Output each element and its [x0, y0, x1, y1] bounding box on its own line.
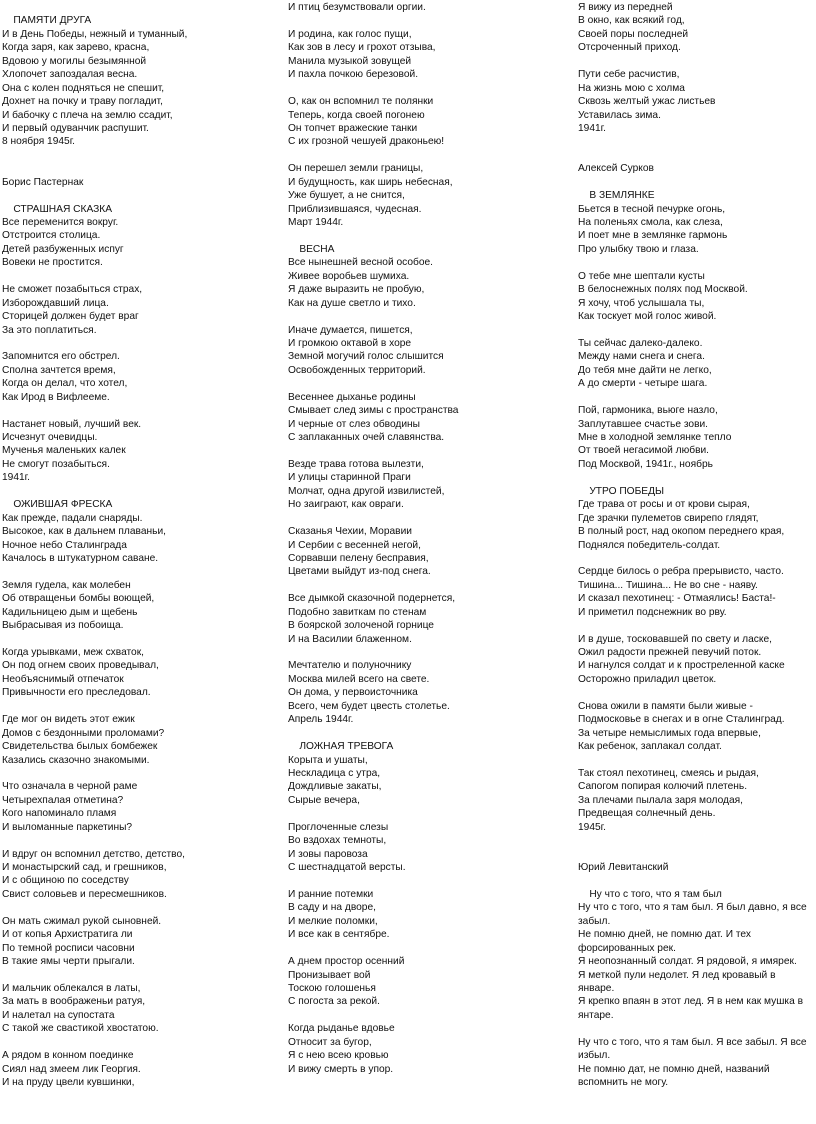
text-line: Сорвавши пелену бесправия, [288, 552, 429, 564]
text-line: Освобожденных территорий. [288, 364, 426, 376]
text-line: Тишина... Тишина... Не во сне - наяву. [578, 579, 758, 591]
text-line: Об отвращеньи бомбы воющей, [2, 593, 155, 605]
text-line: Пути себе расчистив, [578, 69, 680, 81]
text-line [288, 229, 558, 242]
text-line: Я вижу из передней [578, 2, 673, 13]
text-line [288, 82, 558, 95]
text-line [2, 565, 272, 578]
text-line: Исчезнут очевидцы. [2, 432, 98, 443]
text-line: Но заиграют, как овраги. [288, 499, 404, 511]
text-line: И на Василии блаженном. [288, 633, 412, 645]
text-line: И вижу смерть в упор. [288, 1063, 394, 1075]
text-line: Где мог он видеть этот ежик [2, 714, 135, 726]
text-line [2, 189, 272, 202]
text-line: И все как в сентябре. [288, 929, 390, 941]
text-line: Не помню дат, не помню дней, названий [578, 1063, 770, 1075]
text-line: Ты сейчас далеко-далеко. [578, 337, 703, 349]
text-line: Манила музыкой зовущей [288, 55, 412, 67]
text-line [578, 754, 814, 767]
text-line: И в душе, тосковавшей по свету и ласке, [578, 633, 772, 645]
text-line: Всего, чем будет цвесть столетье. [288, 700, 450, 712]
text-line: Предвещая солнечный день. [578, 808, 716, 820]
text-line: И бабочку с плеча на землю ссадит, [2, 109, 173, 121]
text-line: Заплутавшее счастье зови. [578, 418, 709, 430]
text-line: И мелкие поломки, [288, 915, 378, 927]
text-line: Отстроится столица. [2, 230, 101, 242]
text-line: Юрий Левитанский [578, 862, 669, 873]
text-line: Своей поры последней [578, 28, 689, 40]
text-line: Уже бушует, а не снится, [288, 190, 405, 202]
text-line: Сказанья Чехии, Моравии [288, 526, 412, 538]
text-line [578, 135, 814, 148]
text-line: С их грозной чешуей драконьею! [288, 136, 445, 148]
text-line: 1941г. [2, 472, 30, 484]
text-line: Где зрачки пулеметов свирепо глядят, [578, 512, 759, 524]
text-line: Апрель 1944г. [288, 714, 354, 726]
text-line: Молчат, одна другой извилистей, [288, 485, 445, 497]
text-line: Бьется в тесной печурке огонь, [578, 203, 726, 215]
text-line: Качалось в штукатурном саване. [2, 552, 159, 564]
text-line: Он перешел земли границы, [288, 163, 424, 175]
text-line: В окно, как всякий год, [578, 15, 685, 27]
text-line: Что означала в черной раме [2, 781, 138, 793]
text-line: Живее воробьев шумиха. [288, 270, 410, 282]
text-line: ПАМЯТИ ДРУГА [2, 15, 92, 27]
text-line: О тебе мне шептали кусты [578, 270, 705, 282]
text-line [2, 1, 272, 14]
text-line: С шестнадцатой версты. [288, 862, 406, 873]
text-line: Я хочу, чтоб услышала ты, [578, 297, 705, 309]
text-line: И налетал на супостата [2, 1009, 115, 1021]
text-line: Снова ожили в памяти были живые - [578, 700, 753, 712]
text-line: Я неопознанный солдат. Я рядовой, я имярек. [578, 956, 797, 968]
text-line: Борис Пастернак [2, 176, 84, 188]
text-line [288, 512, 558, 525]
text-line [578, 1022, 814, 1035]
text-line: С такой же свастикой хвостатою. [2, 1023, 159, 1035]
text-line: Везде трава готова вылезти, [288, 458, 424, 470]
text-line [2, 834, 272, 847]
text-line [288, 377, 558, 390]
text-line: Проглоченные слезы [288, 821, 389, 833]
text-line: Вдовою у могилы безымянной [2, 55, 147, 67]
text-line: СТРАШНАЯ СКАЗКА [2, 203, 113, 215]
text-line: Я меткой пули недолет. Я лед кровавый в [578, 969, 776, 981]
text-line [288, 646, 558, 659]
text-line: Привычности его преследовал. [2, 687, 151, 699]
text-line: И громкою октавой в хоре [288, 337, 412, 349]
text-line: Свист соловьев и пересмешников. [2, 888, 167, 900]
text-line [288, 579, 558, 592]
text-line: Где трава от росы и от крови сырая, [578, 499, 750, 511]
text-line: Ну что с того, что я там был [578, 888, 722, 900]
text-line: Цветами выйдут из-под снега. [288, 566, 431, 578]
text-line: С заплаканных очей славянства. [288, 432, 445, 443]
text-line: Выбрасывая из побоища. [2, 620, 124, 632]
text-line: Настанет новый, лучший век. [2, 418, 142, 430]
text-line: Приблизившаяся, чудесная. [288, 203, 422, 215]
text-line [578, 686, 814, 699]
column-left [2, 1, 272, 1089]
text-line: Теперь, когда своей погонею [288, 109, 425, 121]
text-line [288, 310, 558, 323]
text-line [2, 901, 272, 914]
text-line: Ожил радости прежней певучий поток. [578, 647, 762, 658]
text-line: В саду и на дворе, [288, 902, 376, 914]
text-line: Свидетельства былых бомбежек [2, 741, 158, 753]
text-line: Запомнится его обстрел. [2, 351, 120, 363]
text-line: Земной могучий голос слышится [288, 351, 444, 363]
text-line: И нагнулся солдат и к простреленной каске [578, 660, 785, 672]
text-line: С погоста за рекой. [288, 996, 380, 1008]
text-line: От твоей негасимой любви. [578, 445, 710, 457]
text-line: Казались сказочно знакомыми. [2, 754, 150, 766]
column-right [578, 1, 814, 1089]
text-line: Между нами снега и снега. [578, 351, 705, 363]
text-line [288, 444, 558, 457]
text-line: Все дымкой сказочной подернется, [288, 593, 456, 605]
text-line: Дохнет на почку и траву погладит, [2, 96, 163, 108]
text-line: январе. [578, 982, 615, 994]
text-line: 8 ноября 1945г. [2, 136, 76, 148]
text-line [578, 874, 814, 887]
text-line: Все переменится вокруг. [2, 217, 119, 228]
text-line: Иначе думается, пишется, [288, 324, 413, 336]
text-line: В белоснежных полях под Москвой. [578, 284, 748, 296]
text-line: ОЖИВШАЯ ФРЕСКА [2, 499, 113, 511]
text-line [2, 700, 272, 713]
text-line [288, 1009, 558, 1022]
text-line: И зовы паровоза [288, 848, 368, 860]
text-line: Подмосковье в снегах и в огне Сталинград. [578, 714, 785, 726]
text-line: Домов с бездонными проломами? [2, 727, 165, 739]
text-line: Тоскою голошенья [288, 982, 376, 994]
text-line [2, 969, 272, 982]
text-line [288, 149, 558, 162]
text-line: Мне в холодной землянке тепло [578, 432, 732, 443]
text-line [578, 619, 814, 632]
text-line: Как на душе светло и тихо. [288, 297, 416, 309]
text-line: О, как он вспомнил те полянки [288, 96, 434, 108]
text-line: вспомнить не могу. [578, 1077, 669, 1088]
text-line: На жизнь мою с холма [578, 82, 685, 94]
text-line: За мать в воображеньи ратуя, [2, 996, 146, 1008]
text-line: Он мать сжимал рукой сыновней. [2, 915, 162, 927]
text-line: Он топчет вражеские танки [288, 122, 418, 134]
text-line: Дождливые закаты, [288, 781, 382, 793]
text-line: Кадильницею дым и щебень [2, 606, 138, 618]
text-line: Вовеки не простится. [2, 257, 103, 269]
text-line: И родина, как голос пущи, [288, 28, 412, 40]
text-line: Сырые вечера, [288, 794, 360, 806]
text-line: За плечами пылала заря молодая, [578, 794, 743, 806]
text-line: Как Ирод в Вифлееме. [2, 391, 110, 403]
text-line: По темной росписи часовни [2, 942, 135, 954]
text-line: Мечтателю и полуночнику [288, 660, 412, 672]
text-line: И поет мне в землянке гармонь [578, 230, 728, 242]
text-line: И монастырский сад, и грешников, [2, 862, 167, 873]
text-line: Сердце билось о ребра прерывисто, часто. [578, 566, 784, 578]
text-line: Пронизывает вой [288, 969, 371, 981]
text-line [2, 337, 272, 350]
text-line: забыл. [578, 915, 611, 927]
text-line [578, 324, 814, 337]
text-line [288, 874, 558, 887]
text-line: Не смогут позабыться. [2, 458, 110, 470]
text-line: Высокое, как в дальнем плаваньи, [2, 526, 166, 538]
text-line: Не сможет позабыться страх, [2, 284, 143, 296]
text-line [288, 807, 558, 820]
text-line [2, 767, 272, 780]
text-line [2, 633, 272, 646]
text-line: Ночное небо Сталинграда [2, 539, 127, 551]
text-line: Все нынешней весной особое. [288, 257, 434, 269]
text-line: И ранние потемки [288, 888, 374, 900]
text-line: 1945г. [578, 821, 606, 833]
text-line: Как прежде, падали снаряды. [2, 512, 143, 524]
text-line: Москва милей всего на свете. [288, 673, 430, 685]
text-line: И пахла почкою березовой. [288, 69, 419, 81]
text-line: Под Москвой, 1941г., ноябрь [578, 458, 713, 470]
text-line: Она с колен подняться не спешит, [2, 82, 165, 94]
text-line: Март 1944г. [288, 217, 344, 228]
text-line: Нескладица с утра, [288, 767, 381, 779]
text-line: Корыта и ушаты, [288, 754, 368, 766]
text-line: Четырехпалая отметина? [2, 794, 124, 806]
text-line: Ну что с того, что я там был. Я был давно, я все [578, 902, 807, 914]
text-line: Я с нею всею кровью [288, 1050, 389, 1062]
text-line: Когда заря, как зарево, красна, [2, 42, 150, 54]
text-line: Он дома, у первоисточника [288, 687, 418, 699]
text-line: И от копья Архистратига ли [2, 929, 133, 941]
text-line: А днем простор осенний [288, 956, 405, 968]
text-line [2, 270, 272, 283]
text-line: Поднялся победитель-солдат. [578, 539, 721, 551]
text-line: Как тоскует мой голос живой. [578, 311, 717, 323]
text-line [2, 1036, 272, 1049]
text-line: Мученья маленьких калек [2, 445, 126, 457]
text-line: В полный рост, над окопом переднего края, [578, 526, 785, 538]
text-line: Уставилась зима. [578, 109, 661, 121]
text-line: Как ребенок, заплакал солдат. [578, 741, 722, 753]
text-line: Сапогом попирая колючий плетень. [578, 781, 748, 793]
text-line: Когда рыданье вдовье [288, 1023, 395, 1035]
text-line: И первый одуванчик распушит. [2, 122, 149, 134]
text-line [578, 256, 814, 269]
text-line: Когда он делал, что хотел, [2, 378, 128, 390]
column-middle [288, 1, 558, 1076]
text-line: Сторицей должен будет враг [2, 311, 139, 323]
text-line [578, 552, 814, 565]
text-line: 1941г. [578, 122, 606, 134]
text-line: Как зов в лесу и грохот отзыва, [288, 42, 436, 54]
text-line [288, 942, 558, 955]
text-line: Отсроченный приход. [578, 42, 681, 54]
text-line [578, 391, 814, 404]
text-line: Изборождавший лица. [2, 297, 109, 309]
text-line: И приметил подснежник во рву. [578, 606, 727, 618]
text-line: ЛОЖНАЯ ТРЕВОГА [288, 741, 394, 753]
text-line: А рядом в конном поединке [2, 1050, 134, 1062]
text-line: Алексей Сурков [578, 163, 654, 175]
text-line: Весеннее дыханье родины [288, 391, 416, 403]
text-line: Подобно завиткам по стенам [288, 606, 427, 618]
text-line [2, 162, 272, 175]
text-line [2, 485, 272, 498]
text-line: Так стоял пехотинец, смеясь и рыдая, [578, 767, 759, 779]
text-line: В ЗЕМЛЯНКЕ [578, 190, 655, 202]
text-line: И сказал пехотинец: - Отмаялись! Баста!- [578, 593, 776, 605]
text-line: На поленьях смола, как слеза, [578, 217, 723, 228]
text-line: За четыре немыслимых года впервые, [578, 727, 761, 739]
text-line: Я даже выразить не пробую, [288, 284, 425, 296]
text-line: Хлопочет запоздалая весна. [2, 69, 138, 81]
text-line [578, 471, 814, 484]
text-line: Во вздохах темноты, [288, 835, 387, 847]
text-line: Детей разбуженных испуг [2, 243, 124, 255]
text-line [578, 834, 814, 847]
text-line: И вдруг он вспомнил детство, детство, [2, 848, 185, 860]
text-line: В такие ямы черти прыгали. [2, 956, 135, 968]
text-line: УТРО ПОБЕДЫ [578, 485, 664, 497]
text-line: Земля гудела, как молебен [2, 579, 131, 591]
text-line: ВЕСНА [288, 243, 335, 255]
text-line: янтаре. [578, 1009, 614, 1021]
text-line: И черные от слез обводины [288, 418, 420, 430]
text-line: А до смерти - четыре шага. [578, 378, 708, 390]
text-line: Сквозь желтый ужас листьев [578, 96, 716, 108]
text-line: И на пруду цвели кувшинки, [2, 1077, 135, 1088]
text-line: Пой, гармоника, вьюге назло, [578, 405, 718, 417]
text-line: Смывает след зимы с пространства [288, 405, 459, 417]
text-line: Кого напоминало пламя [2, 808, 117, 820]
text-line: И мальчик облекался в латы, [2, 982, 141, 994]
text-line: И выломанные паркетины? [2, 821, 133, 833]
text-line: Осторожно приладил цветок. [578, 673, 717, 685]
text-line [578, 149, 814, 162]
text-line: И Сербии с весенней негой, [288, 539, 421, 551]
text-line: Необъяснимый отпечаток [2, 673, 124, 685]
text-line: И улицы старинной Праги [288, 472, 411, 484]
text-line: Относит за бугор, [288, 1036, 372, 1048]
text-line [578, 55, 814, 68]
text-line: форсированных рек. [578, 942, 676, 954]
text-line: До тебя мне дайти не легко, [578, 364, 712, 376]
text-line [2, 404, 272, 417]
text-line: В боярской золоченой горнице [288, 620, 434, 632]
text-line: Не помню дней, не помню дат. И тех [578, 929, 751, 941]
text-line: Про улыбку твою и глаза. [578, 243, 699, 255]
text-line [288, 727, 558, 740]
text-line [578, 848, 814, 861]
text-line: избыл. [578, 1050, 611, 1062]
text-line: Я крепко впаян в этот лед. Я в нем как мушка в [578, 996, 803, 1008]
text-line: И будущность, как ширь небесная, [288, 176, 453, 188]
text-line [2, 149, 272, 162]
text-line: Ну что с того, что я там был. Я все забыл. Я все [578, 1036, 807, 1048]
text-line: Он под огнем своих проведывал, [2, 660, 159, 672]
text-line: За это поплатиться. [2, 324, 97, 336]
text-line: Сполна зачтется время, [2, 364, 116, 376]
text-line: И с общиною по соседству [2, 875, 129, 887]
text-line: И в День Победы, нежный и туманный, [2, 28, 188, 40]
text-line: Сиял над змеем лик Георгия. [2, 1063, 141, 1075]
text-line: И птиц безумствовали оргии. [288, 2, 426, 13]
text-line [578, 176, 814, 189]
text-line [288, 14, 558, 27]
text-line: Когда урывками, меж схваток, [2, 647, 145, 658]
